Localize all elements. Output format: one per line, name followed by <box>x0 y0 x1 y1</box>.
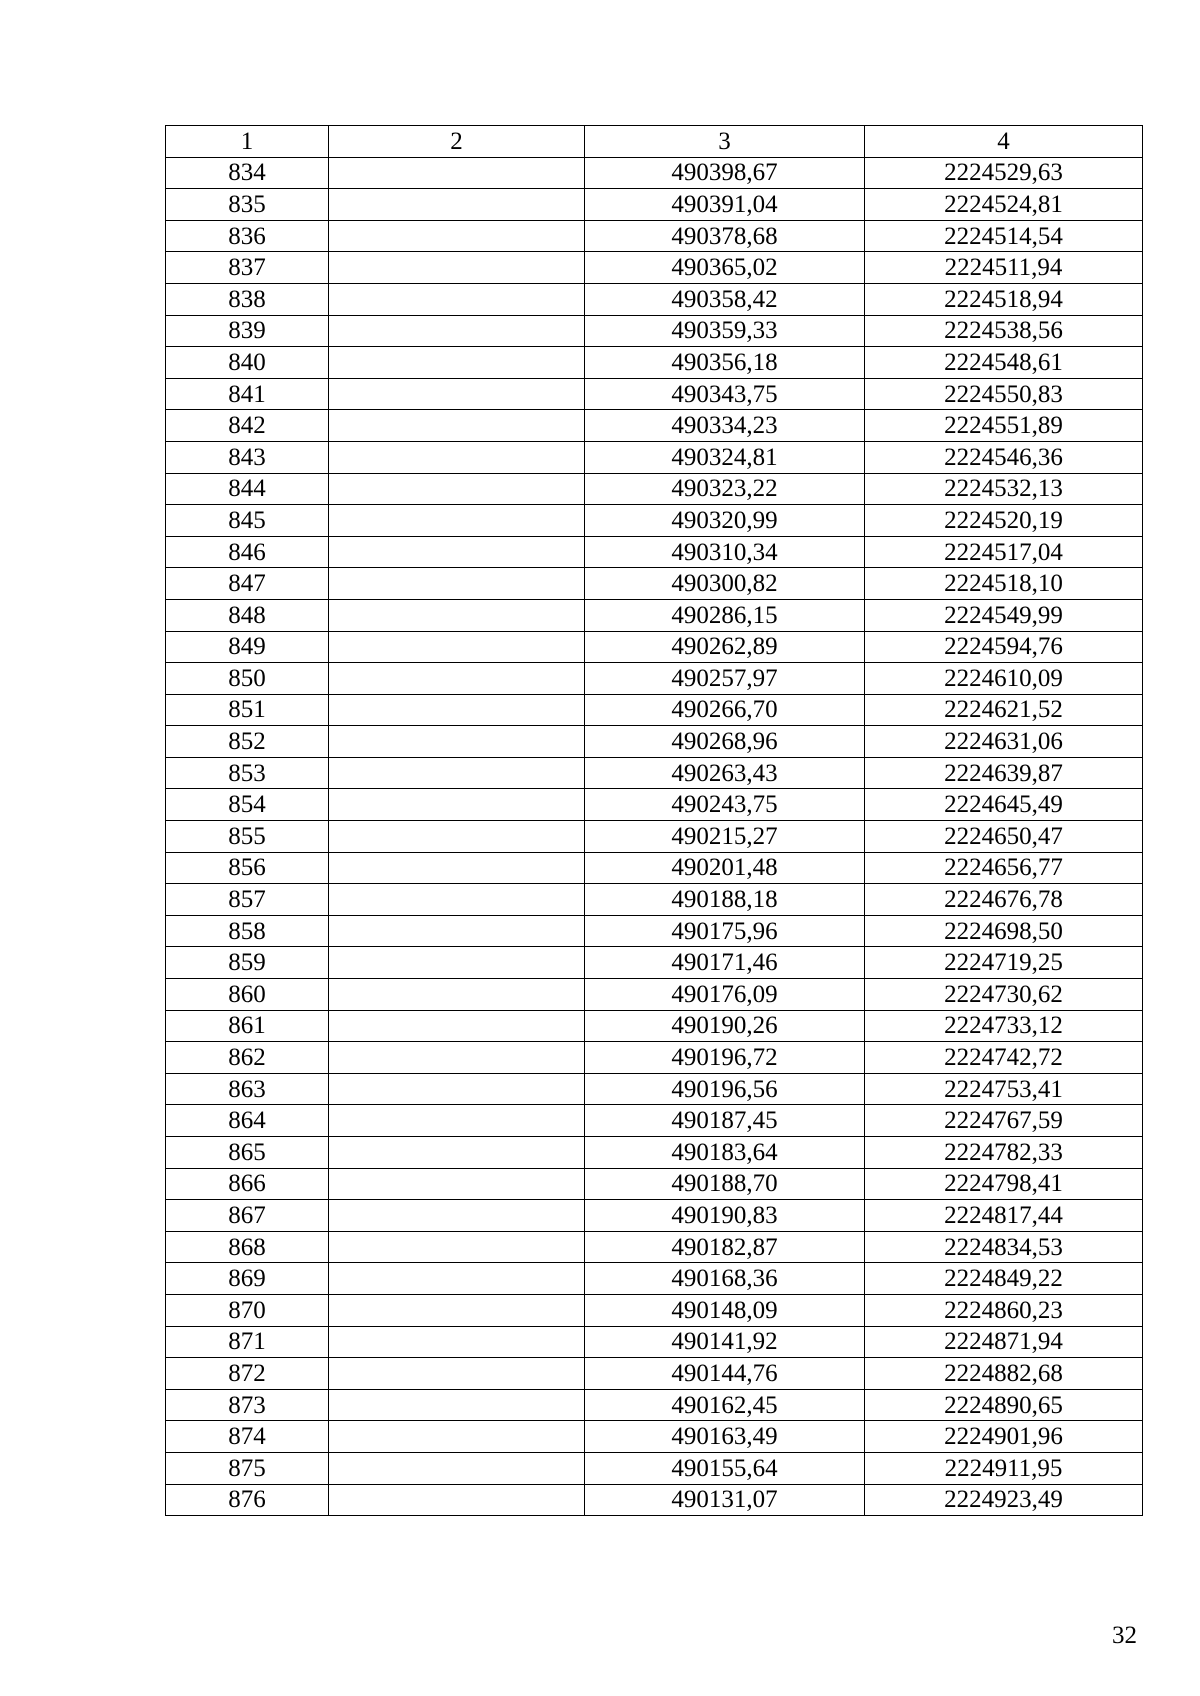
column-header-1: 1 <box>166 126 329 158</box>
column-header-2: 2 <box>329 126 585 158</box>
table-row <box>166 947 1143 979</box>
description-cell <box>329 1294 585 1326</box>
description-cell <box>329 852 585 884</box>
y-coordinate-cell: 2224551,89 <box>865 410 1143 442</box>
x-coordinate-cell: 490155,64 <box>585 1452 865 1484</box>
description-cell <box>329 1231 585 1263</box>
description-cell <box>329 631 585 663</box>
point-number-cell: 871 <box>166 1326 329 1358</box>
x-coordinate-cell: 490263,43 <box>585 757 865 789</box>
point-number-cell: 875 <box>166 1452 329 1484</box>
column-header-3: 3 <box>585 126 865 158</box>
table-row <box>166 1389 1143 1421</box>
point-number-cell: 844 <box>166 473 329 505</box>
table-row <box>166 694 1143 726</box>
point-number-cell: 838 <box>166 283 329 315</box>
description-cell <box>329 347 585 379</box>
x-coordinate-cell: 490168,36 <box>585 1263 865 1295</box>
y-coordinate-cell: 2224538,56 <box>865 315 1143 347</box>
point-number-cell: 866 <box>166 1168 329 1200</box>
point-number-cell: 845 <box>166 505 329 537</box>
table-row <box>166 1168 1143 1200</box>
y-coordinate-cell: 2224548,61 <box>865 347 1143 379</box>
table-row <box>166 1105 1143 1137</box>
point-number-cell: 842 <box>166 410 329 442</box>
y-coordinate-cell: 2224631,06 <box>865 726 1143 758</box>
y-coordinate-cell: 2224698,50 <box>865 915 1143 947</box>
point-number-cell: 848 <box>166 599 329 631</box>
point-number-cell: 849 <box>166 631 329 663</box>
table-row <box>166 315 1143 347</box>
table-row <box>166 1421 1143 1453</box>
description-cell <box>329 283 585 315</box>
point-number-cell: 858 <box>166 915 329 947</box>
x-coordinate-cell: 490359,33 <box>585 315 865 347</box>
description-cell <box>329 220 585 252</box>
x-coordinate-cell: 490215,27 <box>585 821 865 853</box>
y-coordinate-cell: 2224524,81 <box>865 189 1143 221</box>
table-row <box>166 410 1143 442</box>
point-number-cell: 851 <box>166 694 329 726</box>
x-coordinate-cell: 490268,96 <box>585 726 865 758</box>
y-coordinate-cell: 2224719,25 <box>865 947 1143 979</box>
point-number-cell: 854 <box>166 789 329 821</box>
point-number-cell: 847 <box>166 568 329 600</box>
description-cell <box>329 1484 585 1516</box>
table-row <box>166 1010 1143 1042</box>
table-row <box>166 1073 1143 1105</box>
table-row <box>166 189 1143 221</box>
point-number-cell: 862 <box>166 1042 329 1074</box>
point-number-cell: 846 <box>166 536 329 568</box>
description-cell <box>329 789 585 821</box>
x-coordinate-cell: 490131,07 <box>585 1484 865 1516</box>
point-number-cell: 834 <box>166 157 329 189</box>
table-row <box>166 1137 1143 1169</box>
x-coordinate-cell: 490190,26 <box>585 1010 865 1042</box>
point-number-cell: 865 <box>166 1137 329 1169</box>
table-row <box>166 1200 1143 1232</box>
y-coordinate-cell: 2224639,87 <box>865 757 1143 789</box>
y-coordinate-cell: 2224594,76 <box>865 631 1143 663</box>
x-coordinate-cell: 490183,64 <box>585 1137 865 1169</box>
table-row <box>166 821 1143 853</box>
table-row <box>166 441 1143 473</box>
x-coordinate-cell: 490188,70 <box>585 1168 865 1200</box>
description-cell <box>329 1200 585 1232</box>
x-coordinate-cell: 490171,46 <box>585 947 865 979</box>
point-number-cell: 852 <box>166 726 329 758</box>
description-cell <box>329 599 585 631</box>
point-number-cell: 859 <box>166 947 329 979</box>
description-cell <box>329 410 585 442</box>
table-row <box>166 1263 1143 1295</box>
description-cell <box>329 315 585 347</box>
point-number-cell: 863 <box>166 1073 329 1105</box>
description-cell <box>329 536 585 568</box>
point-number-cell: 868 <box>166 1231 329 1263</box>
y-coordinate-cell: 2224549,99 <box>865 599 1143 631</box>
description-cell <box>329 1168 585 1200</box>
table-row <box>166 979 1143 1011</box>
description-cell <box>329 821 585 853</box>
y-coordinate-cell: 2224676,78 <box>865 884 1143 916</box>
x-coordinate-cell: 490196,72 <box>585 1042 865 1074</box>
x-coordinate-cell: 490190,83 <box>585 1200 865 1232</box>
point-number-cell: 837 <box>166 252 329 284</box>
table-row <box>166 852 1143 884</box>
column-header-4: 4 <box>865 126 1143 158</box>
x-coordinate-cell: 490257,97 <box>585 663 865 695</box>
table-row <box>166 1231 1143 1263</box>
table-row <box>166 536 1143 568</box>
x-coordinate-cell: 490162,45 <box>585 1389 865 1421</box>
point-number-cell: 861 <box>166 1010 329 1042</box>
table-row <box>166 1452 1143 1484</box>
y-coordinate-cell: 2224871,94 <box>865 1326 1143 1358</box>
point-number-cell: 836 <box>166 220 329 252</box>
description-cell <box>329 1263 585 1295</box>
y-coordinate-cell: 2224511,94 <box>865 252 1143 284</box>
y-coordinate-cell: 2224860,23 <box>865 1294 1143 1326</box>
x-coordinate-cell: 490187,45 <box>585 1105 865 1137</box>
description-cell <box>329 1010 585 1042</box>
table-row <box>166 283 1143 315</box>
table-row <box>166 252 1143 284</box>
table-row <box>166 157 1143 189</box>
x-coordinate-cell: 490141,92 <box>585 1326 865 1358</box>
description-cell <box>329 1137 585 1169</box>
y-coordinate-cell: 2224733,12 <box>865 1010 1143 1042</box>
y-coordinate-cell: 2224550,83 <box>865 378 1143 410</box>
y-coordinate-cell: 2224817,44 <box>865 1200 1143 1232</box>
x-coordinate-cell: 490365,02 <box>585 252 865 284</box>
x-coordinate-cell: 490378,68 <box>585 220 865 252</box>
x-coordinate-cell: 490343,75 <box>585 378 865 410</box>
point-number-cell: 873 <box>166 1389 329 1421</box>
point-number-cell: 870 <box>166 1294 329 1326</box>
description-cell <box>329 1452 585 1484</box>
point-number-cell: 857 <box>166 884 329 916</box>
description-cell <box>329 1421 585 1453</box>
x-coordinate-cell: 490262,89 <box>585 631 865 663</box>
table-row <box>166 726 1143 758</box>
point-number-cell: 864 <box>166 1105 329 1137</box>
x-coordinate-cell: 490398,67 <box>585 157 865 189</box>
y-coordinate-cell: 2224518,10 <box>865 568 1143 600</box>
point-number-cell: 872 <box>166 1358 329 1390</box>
point-number-cell: 867 <box>166 1200 329 1232</box>
y-coordinate-cell: 2224882,68 <box>865 1358 1143 1390</box>
page-number: 32 <box>1112 1622 1137 1649</box>
x-coordinate-cell: 490334,23 <box>585 410 865 442</box>
point-number-cell: 835 <box>166 189 329 221</box>
y-coordinate-cell: 2224890,65 <box>865 1389 1143 1421</box>
y-coordinate-cell: 2224532,13 <box>865 473 1143 505</box>
y-coordinate-cell: 2224529,63 <box>865 157 1143 189</box>
description-cell <box>329 252 585 284</box>
x-coordinate-cell: 490266,70 <box>585 694 865 726</box>
description-cell <box>329 979 585 1011</box>
point-number-cell: 853 <box>166 757 329 789</box>
x-coordinate-cell: 490391,04 <box>585 189 865 221</box>
x-coordinate-cell: 490144,76 <box>585 1358 865 1390</box>
x-coordinate-cell: 490196,56 <box>585 1073 865 1105</box>
table-row <box>166 1358 1143 1390</box>
table-row <box>166 1042 1143 1074</box>
y-coordinate-cell: 2224798,41 <box>865 1168 1143 1200</box>
y-coordinate-cell: 2224610,09 <box>865 663 1143 695</box>
description-cell <box>329 1073 585 1105</box>
point-number-cell: 850 <box>166 663 329 695</box>
table-row <box>166 505 1143 537</box>
description-cell <box>329 1389 585 1421</box>
x-coordinate-cell: 490324,81 <box>585 441 865 473</box>
table-row <box>166 1326 1143 1358</box>
description-cell <box>329 1326 585 1358</box>
y-coordinate-cell: 2224645,49 <box>865 789 1143 821</box>
y-coordinate-cell: 2224911,95 <box>865 1452 1143 1484</box>
table-row <box>166 568 1143 600</box>
table-row <box>166 631 1143 663</box>
x-coordinate-cell: 490323,22 <box>585 473 865 505</box>
table-row <box>166 378 1143 410</box>
x-coordinate-cell: 490175,96 <box>585 915 865 947</box>
x-coordinate-cell: 490310,34 <box>585 536 865 568</box>
y-coordinate-cell: 2224767,59 <box>865 1105 1143 1137</box>
description-cell <box>329 915 585 947</box>
y-coordinate-cell: 2224742,72 <box>865 1042 1143 1074</box>
x-coordinate-cell: 490201,48 <box>585 852 865 884</box>
y-coordinate-cell: 2224650,47 <box>865 821 1143 853</box>
x-coordinate-cell: 490320,99 <box>585 505 865 537</box>
description-cell <box>329 947 585 979</box>
table-row <box>166 347 1143 379</box>
y-coordinate-cell: 2224621,52 <box>865 694 1143 726</box>
coordinates-table <box>165 125 1143 1516</box>
table-row <box>166 789 1143 821</box>
x-coordinate-cell: 490176,09 <box>585 979 865 1011</box>
table-row <box>166 757 1143 789</box>
y-coordinate-cell: 2224923,49 <box>865 1484 1143 1516</box>
description-cell <box>329 378 585 410</box>
y-coordinate-cell: 2224901,96 <box>865 1421 1143 1453</box>
table-row <box>166 915 1143 947</box>
table-row <box>166 663 1143 695</box>
description-cell <box>329 189 585 221</box>
y-coordinate-cell: 2224753,41 <box>865 1073 1143 1105</box>
point-number-cell: 860 <box>166 979 329 1011</box>
table-row <box>166 884 1143 916</box>
point-number-cell: 874 <box>166 1421 329 1453</box>
point-number-cell: 869 <box>166 1263 329 1295</box>
description-cell <box>329 694 585 726</box>
x-coordinate-cell: 490358,42 <box>585 283 865 315</box>
x-coordinate-cell: 490286,15 <box>585 599 865 631</box>
y-coordinate-cell: 2224730,62 <box>865 979 1143 1011</box>
x-coordinate-cell: 490243,75 <box>585 789 865 821</box>
description-cell <box>329 726 585 758</box>
y-coordinate-cell: 2224514,54 <box>865 220 1143 252</box>
y-coordinate-cell: 2224834,53 <box>865 1231 1143 1263</box>
y-coordinate-cell: 2224849,22 <box>865 1263 1143 1295</box>
y-coordinate-cell: 2224517,04 <box>865 536 1143 568</box>
table-row <box>166 599 1143 631</box>
point-number-cell: 841 <box>166 378 329 410</box>
description-cell <box>329 1042 585 1074</box>
table-header-row <box>166 126 1143 158</box>
point-number-cell: 840 <box>166 347 329 379</box>
y-coordinate-cell: 2224518,94 <box>865 283 1143 315</box>
x-coordinate-cell: 490188,18 <box>585 884 865 916</box>
table-row <box>166 220 1143 252</box>
table-row <box>166 1294 1143 1326</box>
point-number-cell: 855 <box>166 821 329 853</box>
point-number-cell: 839 <box>166 315 329 347</box>
y-coordinate-cell: 2224546,36 <box>865 441 1143 473</box>
y-coordinate-cell: 2224520,19 <box>865 505 1143 537</box>
description-cell <box>329 473 585 505</box>
description-cell <box>329 1358 585 1390</box>
x-coordinate-cell: 490182,87 <box>585 1231 865 1263</box>
point-number-cell: 843 <box>166 441 329 473</box>
description-cell <box>329 157 585 189</box>
description-cell <box>329 884 585 916</box>
point-number-cell: 876 <box>166 1484 329 1516</box>
y-coordinate-cell: 2224782,33 <box>865 1137 1143 1169</box>
description-cell <box>329 757 585 789</box>
description-cell <box>329 1105 585 1137</box>
description-cell <box>329 568 585 600</box>
y-coordinate-cell: 2224656,77 <box>865 852 1143 884</box>
description-cell <box>329 441 585 473</box>
point-number-cell: 856 <box>166 852 329 884</box>
x-coordinate-cell: 490163,49 <box>585 1421 865 1453</box>
x-coordinate-cell: 490356,18 <box>585 347 865 379</box>
x-coordinate-cell: 490300,82 <box>585 568 865 600</box>
x-coordinate-cell: 490148,09 <box>585 1294 865 1326</box>
table-row <box>166 473 1143 505</box>
table-body <box>166 157 1143 1516</box>
table-row <box>166 1484 1143 1516</box>
description-cell <box>329 663 585 695</box>
description-cell <box>329 505 585 537</box>
